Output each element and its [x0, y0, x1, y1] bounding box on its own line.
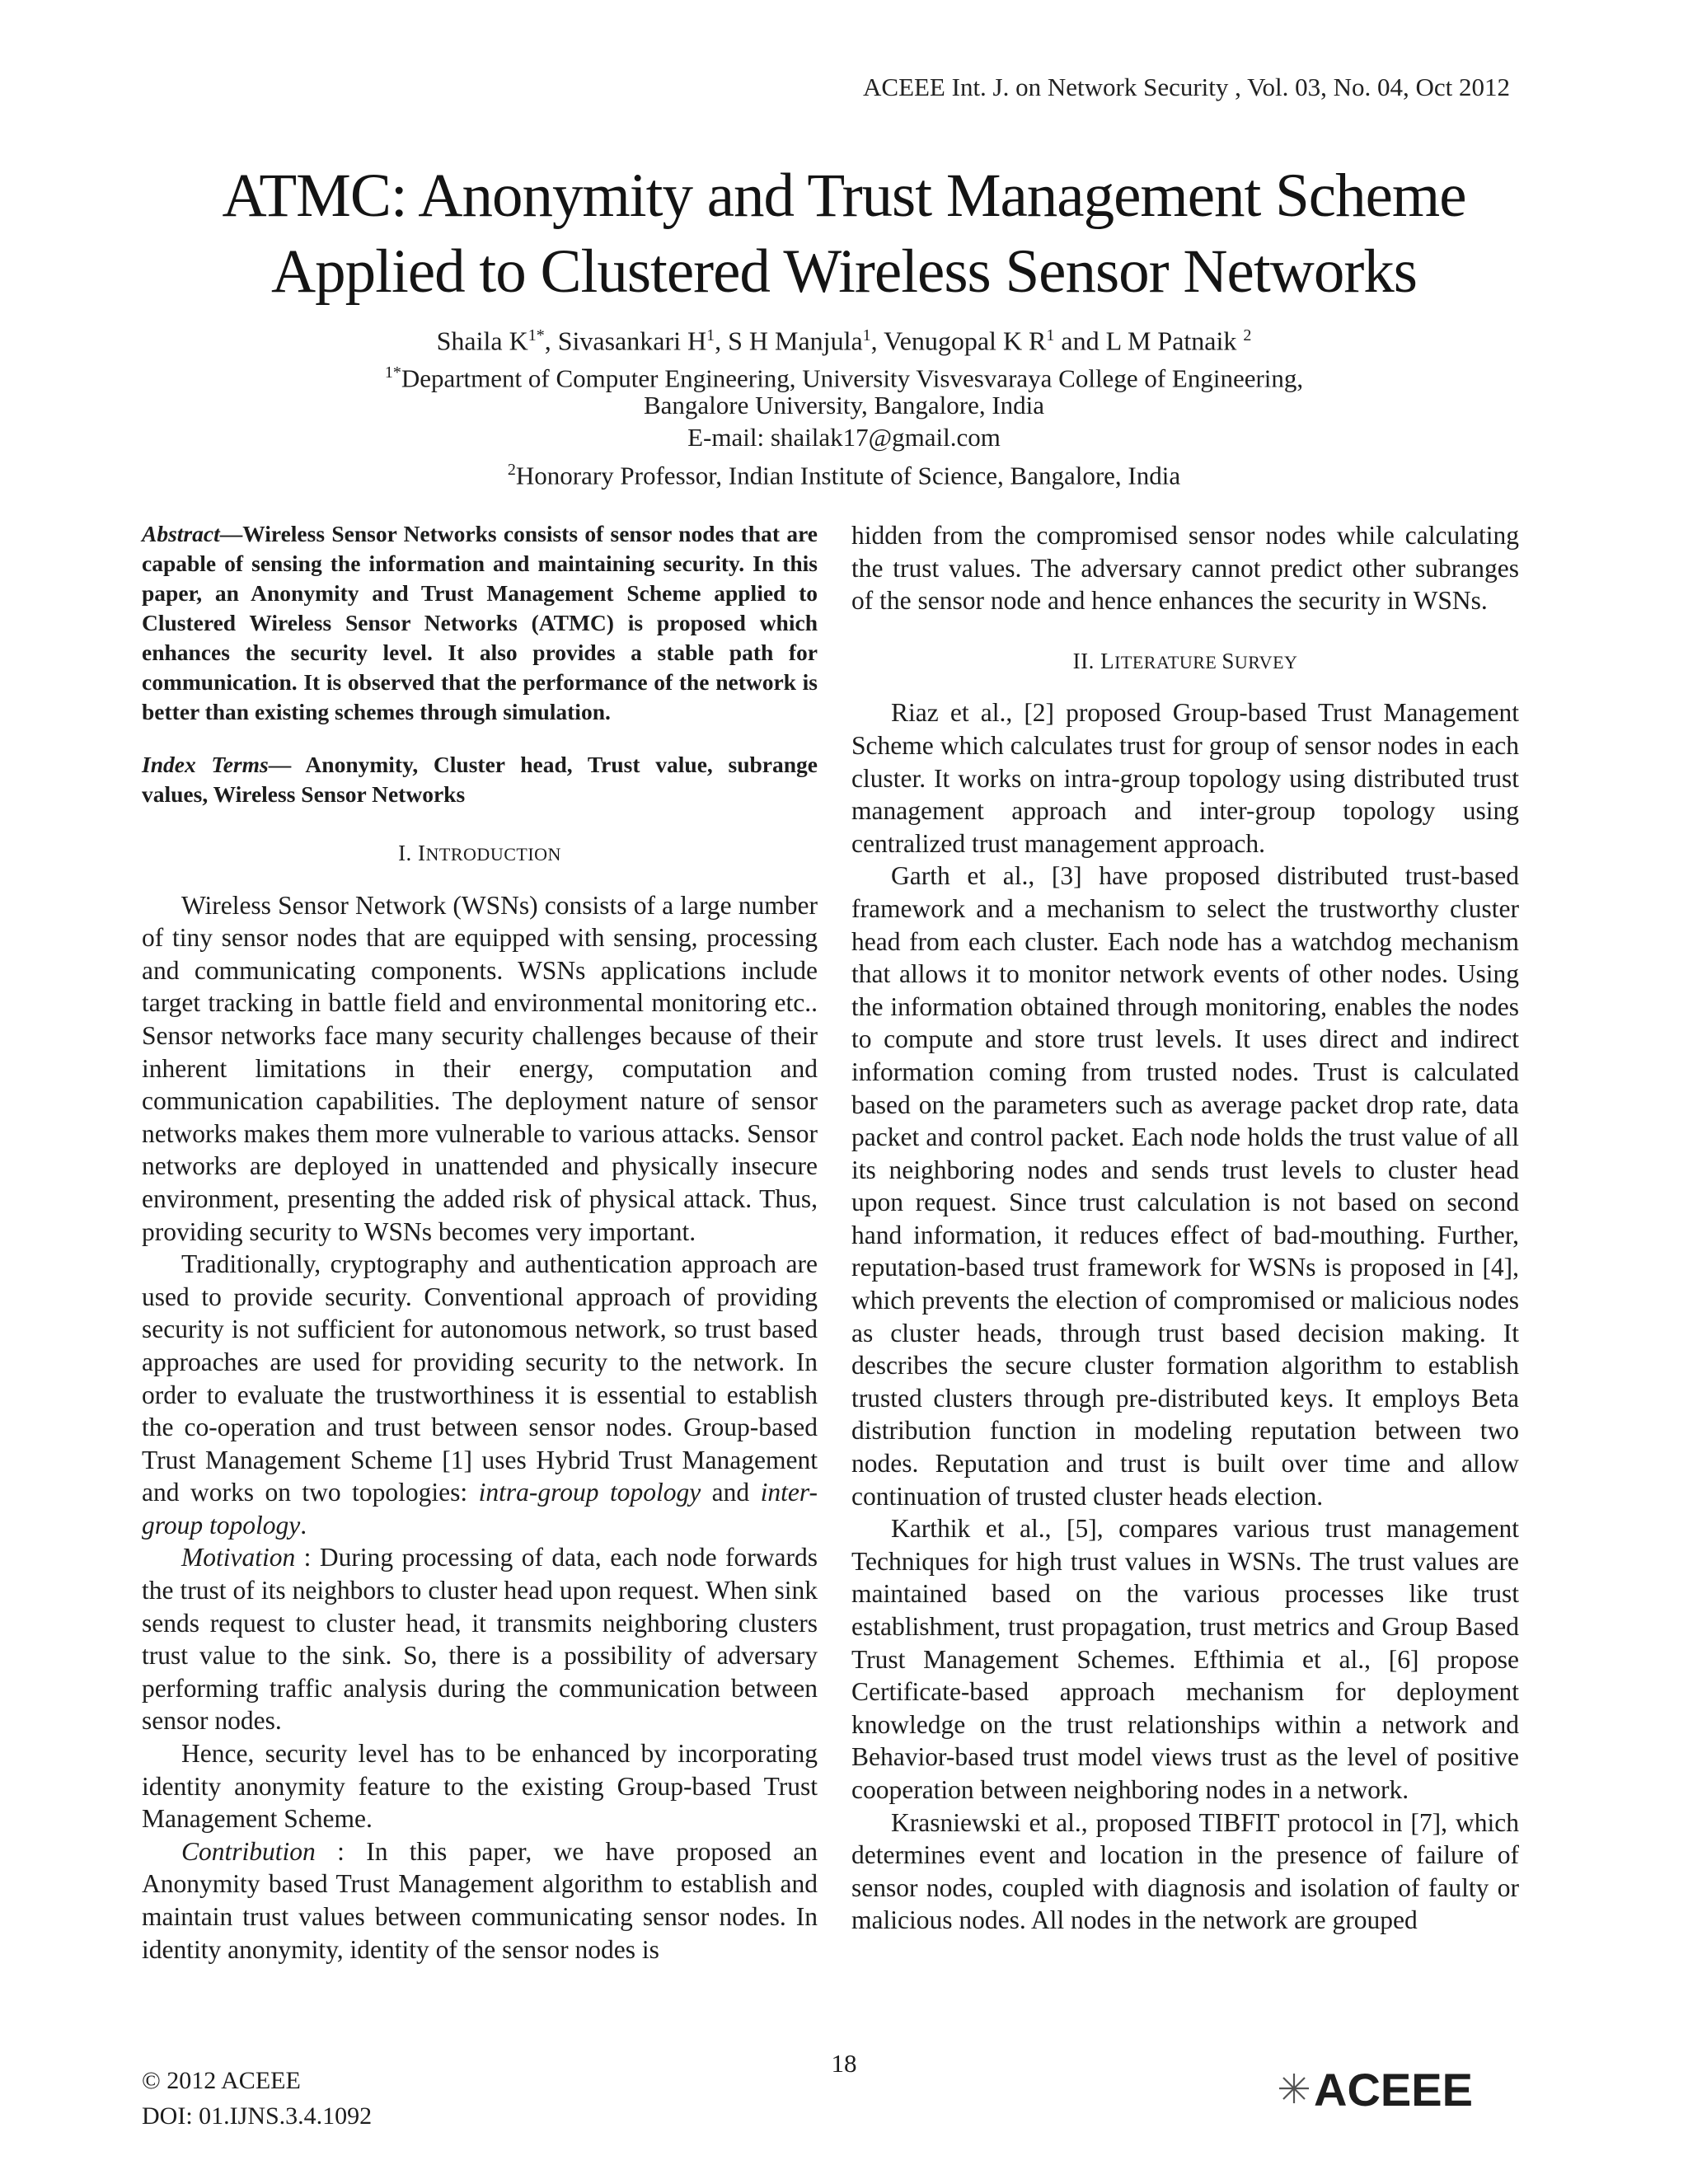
doi: DOI: 01.IJNS.3.4.1092 — [142, 2102, 373, 2130]
lit-paragraph-4: Krasniewski et al., proposed TIBFIT protocol in [7], which determines event and location in the presence of failure of sensor nodes, coupled with diagnosis and isolation of faulty or malicious nodes. All nodes in the network are grouped — [851, 1807, 1519, 1935]
affiliation-2: $^2$Honorary Professor, Indian Institute of Science, Bangalore, India — [507, 461, 1181, 490]
intro-paragraph-1: Wireless Sensor Network (WSNs) consists of a large number of tiny sensor nodes that are equipped with sensing, processing and communicating components. WSNs applications include target tracking in battle field and environmental monitoring etc.. Sensor networks face many security challenges because of their inherent limitations in their energy, computation and communication capabilities. The deployment nature of sensor networks makes them more vulnerable to various attacks. Sensor networks are deployed in unattended and physically insecure environment, presenting the added risk of physical attack. Thus, providing security to WSNs becomes very important. — [142, 890, 818, 1246]
affiliation-1-line-2: Bangalore University, Bangalore, India — [643, 391, 1045, 419]
abstract: Abstract—Wireless Sensor Networks consists of sensor nodes that are capable of sensing the information and maintaining security. In this paper, an Anonymity and Trust Management Scheme applied to Clustered Wireless Sensor Networks (ATMC) is proposed which enhances the security level. It also provides a stable path for communication. It is observed that the performance of the network is better than existing schemes through simulation. — [142, 521, 818, 724]
author-3: , S H Manjula — [715, 326, 863, 356]
author-4: , Venugopal K R — [870, 326, 1047, 356]
right-column — [851, 519, 1519, 1937]
intro-paragraph-contribution: Contribution : In this paper, we have proposed an Anonymity based Trust Management algorithm to establish and maintain trust values between communicating sensor nodes. In identity anonymity, identity of the sensor nodes is — [142, 1836, 818, 1964]
intro-paragraph-2: Traditionally, cryptography and authentication approach are used to provide security. Conventional approach of providing security is not sufficient for autonomous network, so trust based approaches are used for providing security to the network. In order to evaluate the trustworthiness it is essential to establish the co-operation and trust between sensor nodes. Group-based Trust Management Scheme [1] uses Hybrid Trust Management and works on two topologies: intra-group topology and inter-group topology. — [142, 1249, 818, 1540]
lit-paragraph-1: Riaz et al., [2] proposed Group-based Trust Management Scheme which calculates trust for group of sensor nodes in each cluster. It works on intra-group topology using distributed trust management approach and inter-group topology using centralized trust management approach. — [851, 698, 1519, 858]
journal-header: ACEEE Int. J. on Network Security , Vol. 03, No. 04, Oct 2012 — [863, 73, 1510, 101]
star-icon — [1279, 2074, 1309, 2103]
page-number: 18 — [831, 2049, 857, 2078]
left-column — [142, 519, 818, 1966]
intro-paragraph-motivation: Motivation : During processing of data, each node forwards the trust of its neighbors to cluster head upon request. When sink sends request to cluster head, it transmits neighboring clusters trust value to the sink. So, there is a possibility of adversary performing traffic analysis during the communication between sensor nodes. — [142, 1543, 818, 1736]
author-2: , Sivasankari H — [544, 326, 707, 356]
author-1: Shaila K — [436, 326, 528, 356]
logo-text: ACEEE — [1314, 2064, 1473, 2110]
author-email[interactable]: E-mail: shailak17@gmail.com — [687, 423, 1001, 452]
paper-title — [0, 158, 1688, 310]
section-heading-introduction: I. INTRODUCTION — [398, 841, 561, 865]
title-line-1: ATMC: Anonymity and Trust Management Scheme — [222, 162, 1466, 230]
right-paragraph-continued: hidden from the compromised sensor nodes while calculating the trust values. The adversary cannot predict other subranges of the sensor node and hence enhances the security in WSNs. — [851, 521, 1519, 616]
intro-paragraph-4: Hence, security level has to be enhanced by incorporating identity anonymity feature to the existing Group-based Trust Management Scheme. — [142, 1739, 818, 1834]
title-line-2: Applied to Clustered Wireless Sensor Networks — [271, 237, 1417, 306]
affiliation-1: $^{1*}$Department of Computer Engineering, University Visvesvaraya College of Engineering, — [384, 363, 1304, 393]
aceee-logo — [1276, 2060, 1523, 2110]
section-heading-literature-survey: II. LITERATURE SURVEY — [1072, 648, 1298, 673]
lit-paragraph-3: Karthik et al., [5], compares various trust management Techniques for high trust values in WSNs. The trust values are maintained based on the various processes like trust establishment, trust propagation, trust metrics and Group Based Trust Management Schemes. Efthimia et al., [6] propose Certificate-based approach mechanism for deployment knowledge on the trust relationships within a network and Behavior-based trust model views trust as the level of positive cooperation between neighboring nodes in a network. — [851, 1514, 1519, 1804]
author-list: Shaila $K^{1*}$, Sivasankari $H^1$, S H Manjula$^1$, Venugopal K $R^1$ and L M Patnaik $^2$ — [436, 326, 1252, 356]
copyright-notice: © 2012 ACEEE — [142, 2067, 301, 2094]
author-5: and L M Patnaik — [1054, 326, 1244, 356]
lit-paragraph-2: Garth et al., [3] have proposed distributed trust-based framework and a mechanism to select the trustworthy cluster head from each cluster. Each node has a watchdog mechanism that allows it to monitor network events of other nodes. Using the information obtained through monitoring, enables the nodes to compute and store trust levels. It uses direct and indirect information coming from trusted nodes. Trust is calculated based on the parameters such as average packet drop rate, data packet and control packet. Each node holds the trust value of all its neighboring nodes and sends trust levels to cluster head upon request. Since trust calculation is not based on second hand information, it reduces effect of bad-mouthing. Further, reputation-based trust framework for WSNs is proposed in [4], which prevents the election of compromised or malicious nodes as cluster heads, through trust based decision making. It describes the secure cluster formation algorithm to establish trusted clusters through pre-distributed keys. It employs Beta distribution function in modeling reputation between two nodes. Reputation and trust is built over time and allow continuation of trusted cluster heads election. — [851, 861, 1519, 1511]
index-terms: Index Terms— Anonymity, Cluster head, Trust value, subrange values, Wireless Sensor Networks — [142, 752, 818, 807]
